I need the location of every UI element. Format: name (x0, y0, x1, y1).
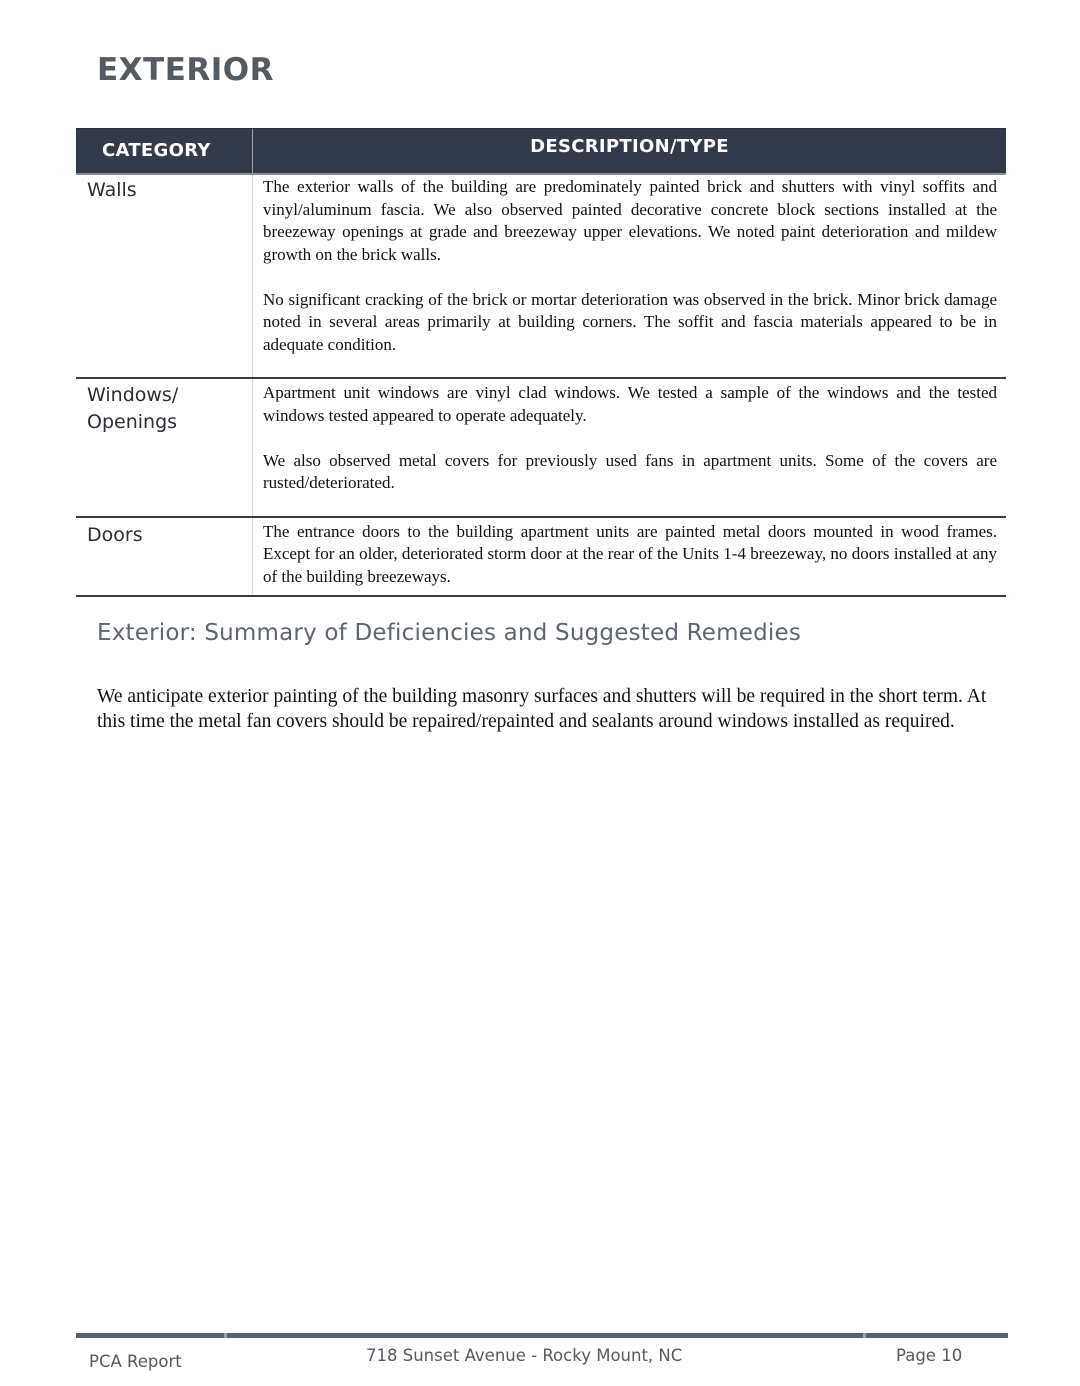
description-cell (253, 175, 1006, 377)
table-row (76, 518, 1006, 598)
summary-heading: Exterior: Summary of Deficiencies and Suggested Remedies (97, 620, 802, 646)
footer-divider (76, 1333, 1008, 1338)
footer-page-number: Page 10 (896, 1346, 963, 1365)
description-cell (253, 379, 1006, 516)
description-paragraph: We also observed metal covers for previously used fans in apartment units. Some of the covers are rusted/deteriorated. (263, 450, 997, 492)
category-line: Openings (87, 411, 178, 433)
column-header-description: DESCRIPTION/TYPE (530, 136, 729, 157)
description-cell (253, 518, 1006, 596)
page-title: EXTERIOR (97, 52, 275, 88)
category-cell: Walls (76, 175, 253, 377)
description-paragraph: Apartment unit windows are vinyl clad windows. We tested a sample of the windows and the tested windows tested appeared to operate adequately. (263, 383, 997, 425)
summary-text: We anticipate exterior painting of the building masonry surfaces and shutters will be required in the short term. At this time the metal fan covers should be repaired/repainted and sealants around windows installed as required. (97, 686, 987, 732)
footer-address: 718 Sunset Avenue - Rocky Mount, NC (366, 1346, 683, 1365)
footer-divider-segment (224, 1333, 227, 1338)
column-header-category: CATEGORY (76, 129, 253, 173)
category-line: Windows/ (87, 384, 179, 406)
exterior-table (76, 128, 1006, 597)
table-row (76, 175, 1006, 379)
footer-report-name: PCA Report (89, 1352, 182, 1371)
footer-divider-segment (863, 1333, 866, 1338)
category-cell: Doors (76, 518, 253, 596)
description-paragraph: The entrance doors to the building apartment units are painted metal doors mounted in wood frames. Except for an older, deteriorated storm door at the rear of the Units 1-4 breezeway, no doors installed at any of the building breezeways. (263, 521, 997, 586)
description-paragraph: The exterior walls of the building are predominately painted brick and shutters with vinyl soffits and vinyl/aluminum fascia. We also observed painted decorative concrete block sections installed at the breezeway openings at grade and breezeway upper elevations. We noted paint deterioration and mildew growth on the brick walls. (263, 177, 997, 264)
table-header (76, 128, 1006, 175)
table-row (76, 379, 1006, 518)
category-cell (76, 379, 253, 516)
description-paragraph: No significant cracking of the brick or mortar deterioration was observed in the brick. Minor brick damage noted in several areas primarily at building corners. The soffit and fascia materials appeared to be in adequate condition. (263, 289, 997, 354)
